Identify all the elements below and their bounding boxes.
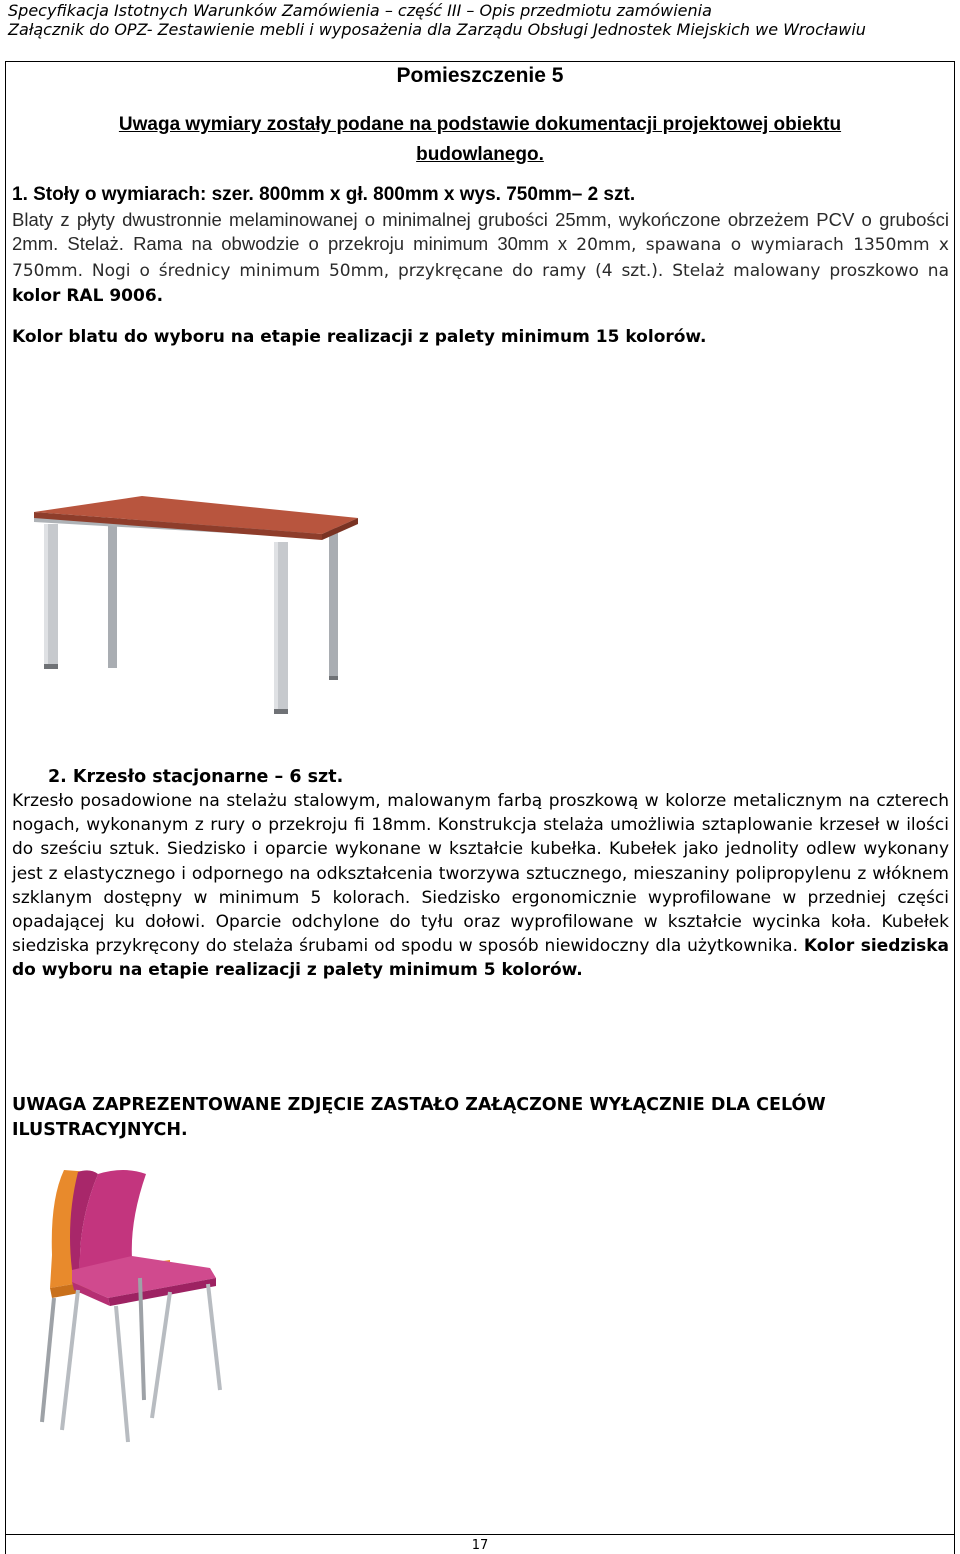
item-2-text: Krzesło posadowione na stelażu stalowym, malowanym farbą proszkową w kolorze metalicznym na czterech nogach, wykonanym z rury o przekroju fi 18mm. Konstrukcja stelaża umożliwia sztaplowanie krzeseł w ilości do sześciu sztuk. Siedzisko i oparcie wykonane w kształcie kubełka. Kubełek jako jednolity odlew wykonany jest z elastycznego i odpornego na odkształcenia tworzywa sztucznego, mieszaniny polipropylenu z włóknem szklanym dostępny w minimum 5 kolorach. Siedzisko ergonomicznie wyprofilowane w przedniej części opadającej ku dołowi. Oparcie odchylone do tyłu oraz wyprofilowane w kształcie wycinka koła. Kubełek siedziska przykręcony do stelaża śrubami od spodu w sposób niewidoczny dla użytkownika. <box>12 791 949 957</box>
item-1-color-note: Kolor blatu do wyboru na etapie realizacji z palety minimum 15 kolorów. <box>12 327 707 347</box>
dimensions-note-line-1: Uwaga wymiary zostały podane na podstawie dokumentacji projektowej obiektu <box>118 114 842 135</box>
item-2-color-note: Kolor siedziska do wyboru na etapie realizacji z palety minimum 5 kolorów. <box>12 936 949 981</box>
illustration-warning: UWAGA ZAPREZENTOWANE ZDJĘCIE ZASTAŁO ZAŁĄCZONE WYŁĄCZNIE DLA CELÓW ILUSTRACYJNYCH. <box>12 1095 826 1140</box>
item-1-heading: 1. Stoły o wymiarach: szer. 800mm x gł. 800mm x wys. 750mm– 2 szt. <box>12 184 636 205</box>
chair-leg-3 <box>152 1292 170 1418</box>
dimensions-note-line-2: budowlanego. <box>416 144 544 165</box>
table-leg-back-left <box>108 518 117 668</box>
chair-legs <box>42 1278 220 1442</box>
chair-leg-4 <box>208 1284 220 1390</box>
table-foot-front-right <box>274 709 288 714</box>
chair-leg-5 <box>42 1298 54 1422</box>
table-leg-back-right <box>329 528 338 680</box>
page-title: Pomieszczenie 5 <box>396 64 564 87</box>
table-foot-back-right <box>329 676 338 680</box>
dimensions-note <box>12 110 948 170</box>
chair-leg-2 <box>116 1306 128 1442</box>
table-leg-front-right-shine <box>274 542 278 712</box>
header-line-2: Załącznik do OPZ- Zestawienie mebli i wyposażenia dla Zarządu Obsługi Jednostek Miejskich we Wrocławiu <box>8 20 866 39</box>
item-2-description <box>12 789 949 983</box>
table-leg-front-left-shine <box>44 524 48 666</box>
chair-leg-1 <box>62 1290 78 1430</box>
item-1-description <box>12 208 949 308</box>
item-2-heading: 2. Krzesło stacjonarne – 6 szt. <box>48 767 344 787</box>
table-foot-front-left <box>44 664 58 669</box>
page-number: 17 <box>471 1538 489 1553</box>
header-line-1: Specyfikacja Istotnych Warunków Zamówienia – część III – Opis przedmiotu zamówienia <box>8 1 712 20</box>
table-photo <box>32 490 362 720</box>
item-1-text-a: Blaty z płyty dwustronnie melaminowanej o minimalnej grubości 25mm, wykończone obrzeżem PCV o grubości 2mm. Stelaż. Rama na obwodzie o przekroju minimum 30mm x <box>12 209 949 255</box>
item-1-text-b: 20mm, spawana o wymiarach 1350mm x 750mm. Nogi o średnicy minimum 50mm, przykręcane do ramy (4 szt.). Stelaż malowany proszkowo na <box>12 235 949 281</box>
item-1-ral-color: kolor RAL 9006. <box>12 285 164 306</box>
chair-photo <box>20 1160 235 1445</box>
